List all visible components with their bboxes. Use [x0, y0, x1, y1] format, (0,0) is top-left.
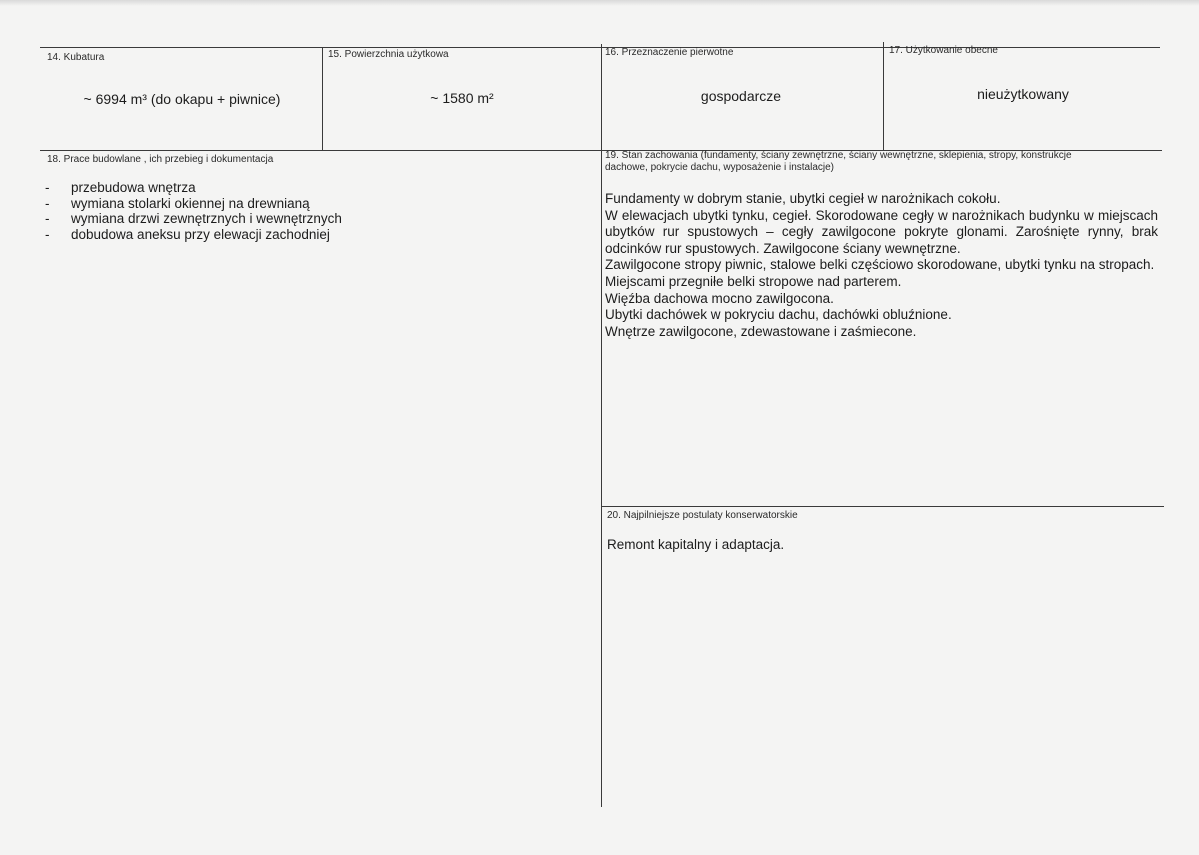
- powierzchnia-label: 15. Powierzchnia użytkowa: [328, 49, 449, 60]
- list-item: [45, 227, 342, 243]
- stan-paragraph: Zawilgocone stropy piwnic, stalowe belki częściowo skorodowane, ubytki tynku na stropach.: [605, 257, 1155, 273]
- stan-paragraph: Ubytki dachówek w pokryciu dachu, dachówki obluźnione.: [605, 307, 952, 323]
- prace-list: [45, 180, 342, 242]
- kubatura-value: ~ 6994 m³ (do okapu + piwnice): [83, 91, 281, 107]
- list-item: [45, 180, 342, 196]
- uzytkowanie-label: 17. Użytkowanie obecne: [889, 45, 998, 56]
- bullet-dash: -: [45, 211, 50, 226]
- bullet-dash: -: [45, 180, 50, 195]
- list-item: [45, 196, 342, 212]
- list-item-text: przebudowa wnętrza: [71, 180, 196, 195]
- prace-label: 18. Prace budowlane , ich przebieg i dokumentacja: [47, 154, 274, 165]
- stan-paragraph: Więźba dachowa mocno zawilgocona.: [605, 290, 834, 306]
- uzytkowanie-value: nieużytkowany: [977, 86, 1069, 102]
- list-item-text: dobudowa aneksu przy elewacji zachodniej: [71, 226, 330, 242]
- column-separator-main: [601, 44, 602, 807]
- stan-paragraph: Fundamenty w dobrym stanie, ubytki cegieł w narożnikach cokołu.: [605, 191, 1001, 206]
- bullet-dash: -: [45, 195, 50, 211]
- powierzchnia-value: ~ 1580 m²: [430, 90, 494, 106]
- bullet-dash: -: [45, 226, 50, 242]
- stan-label: 19. Stan zachowania (fundamenty, ściany zewnętrzne, ściany wewnętrzne, sklepienia, stropy, konstrukcje dachowe, pokrycie dachu, wyposażenie i instalacje): [605, 150, 1072, 173]
- przeznaczenie-value: gospodarcze: [700, 88, 782, 104]
- stan-paragraph: Wnętrze zawilgocone, zdewastowane i zaśmiecone.: [605, 323, 917, 339]
- postulaty-value: Remont kapitalny i adaptacja.: [607, 537, 785, 552]
- list-item: [45, 211, 342, 227]
- list-item-text: wymiana drzwi zewnętrznych i wewnętrznych: [71, 211, 342, 226]
- przeznaczenie-label: 16. Przeznaczenie pierwotne: [605, 47, 734, 58]
- postulaty-label: 20. Najpilniejsze postulaty konserwatorskie: [607, 510, 798, 521]
- stan-paragraph: W elewacjach ubytki tynku, cegieł. Skorodowane cegły w narożnikach budynku w miejscach ubytków rur spustowych – cegły zawilgocone pokryte glonami. Zarośnięte rynny, brak odcinków rur spustowych. Zawilgocone ściany wewnętrzne.: [605, 207, 1158, 256]
- section-20-separator: [601, 506, 1164, 507]
- kubatura-label: 14. Kubatura: [47, 52, 105, 63]
- stan-paragraph: Miejscami przegniłe belki stropowe nad parterem.: [605, 273, 902, 289]
- stan-text: [605, 191, 1158, 340]
- list-item-text: wymiana stolarki okiennej na drewnianą: [71, 195, 310, 211]
- scan-edge-shadow: [0, 0, 1199, 6]
